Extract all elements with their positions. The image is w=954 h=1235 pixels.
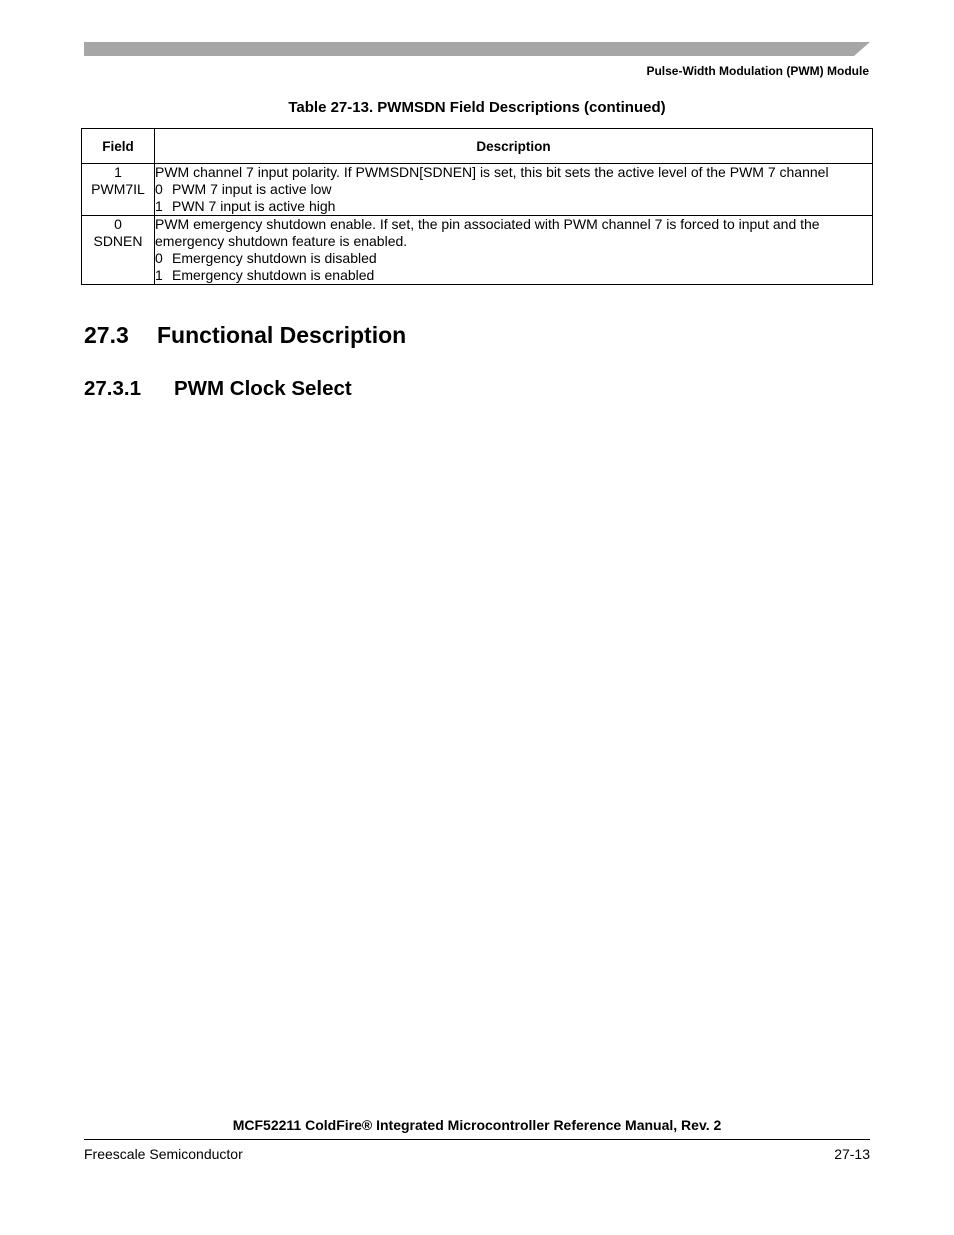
header-bar-shape [84, 42, 870, 56]
footer-divider [84, 1139, 870, 1140]
option-value: 0 [155, 181, 163, 197]
option-value: 1 [155, 267, 163, 283]
running-header-title: Pulse-Width Modulation (PWM) Module [646, 64, 869, 78]
option-text: Emergency shutdown is disabled [172, 250, 377, 266]
table-row [82, 164, 873, 216]
field-name: PWM7IL [91, 181, 145, 197]
table-row [82, 216, 873, 285]
table-caption: Table 27-13. PWMSDN Field Descriptions (continued) [288, 99, 666, 116]
option-line [155, 181, 872, 198]
option-line [155, 267, 872, 284]
field-descriptions-table [81, 128, 873, 285]
section-heading [84, 322, 406, 349]
footer-page-number: 27-13 [834, 1146, 870, 1162]
footer-manual-title: MCF52211 ColdFire® Integrated Microcontroller Reference Manual, Rev. 2 [232, 1117, 722, 1133]
footer-company: Freescale Semiconductor [84, 1146, 243, 1162]
description-cell [155, 164, 873, 216]
option-line [155, 198, 872, 215]
option-value: 0 [155, 250, 163, 266]
subsection-number: 27.3.1 [84, 377, 141, 400]
column-header-field: Field [82, 129, 155, 164]
section-title-text: Functional Description [157, 322, 407, 348]
option-text: Emergency shutdown is enabled [172, 267, 375, 283]
field-bit-number: 1 [114, 164, 122, 180]
description-cell [155, 216, 873, 285]
header-decorative-bar [84, 42, 870, 56]
column-header-description: Description [155, 129, 873, 164]
option-line [155, 250, 872, 267]
field-cell [82, 216, 155, 285]
section-number: 27.3 [84, 322, 129, 348]
field-description-line: PWM emergency shutdown enable. If set, the pin associated with PWM channel 7 is forced to input and the [155, 216, 820, 232]
option-text: PWN 7 input is active high [172, 198, 336, 214]
field-description-line: emergency shutdown feature is enabled. [155, 233, 408, 249]
field-bit-number: 0 [114, 216, 122, 232]
subsection-title-text: PWM Clock Select [174, 377, 352, 400]
field-description: PWM channel 7 input polarity. If PWMSDN[SDNEN] is set, this bit sets the active level of the PWM 7 channel [155, 164, 829, 180]
subsection-heading [84, 377, 352, 401]
table-header-row [82, 129, 873, 164]
field-cell [82, 164, 155, 216]
field-name: SDNEN [93, 233, 143, 249]
option-text: PWM 7 input is active low [172, 181, 332, 197]
option-value: 1 [155, 198, 163, 214]
